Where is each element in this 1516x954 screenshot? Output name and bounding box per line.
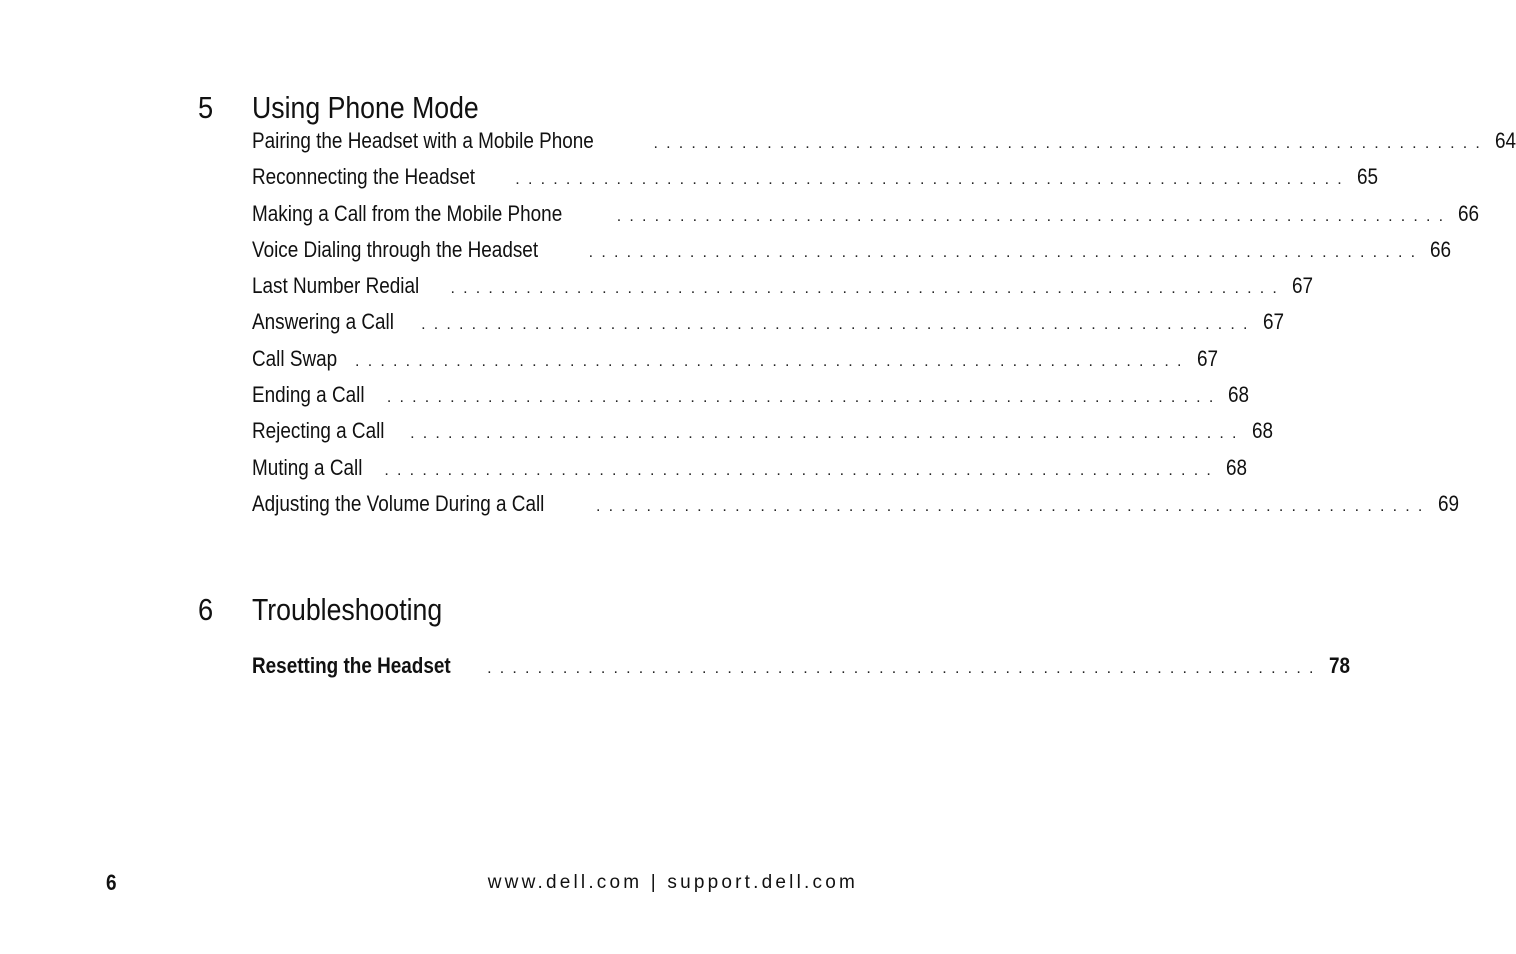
dot-leader: .................................................................. xyxy=(450,280,1286,298)
dot-leader: .................................................................. xyxy=(616,207,1452,225)
toc-entry-label: Reconnecting the Headset xyxy=(252,164,475,190)
toc-entry[interactable] xyxy=(252,236,1452,273)
toc-entries xyxy=(252,128,1516,527)
toc-entry[interactable] xyxy=(252,490,1459,527)
toc-entry-label: Adjusting the Volume During a Call xyxy=(252,490,545,516)
chapter-6 xyxy=(198,592,1350,689)
footer-url: www.dell.com | support.dell.com xyxy=(487,872,858,893)
toc-entry-label: Answering a Call xyxy=(252,309,394,335)
dot-leader: .................................................................. xyxy=(515,171,1350,189)
dot-leader: .................................................................. xyxy=(386,389,1222,407)
toc-entry-page: 67 xyxy=(1291,273,1314,299)
toc-entry-page: 67 xyxy=(1196,345,1218,371)
toc-entry-page: 78 xyxy=(1328,653,1350,678)
toc-entry-label: Call Swap xyxy=(252,345,338,371)
toc-entry-label: Last Number Redial xyxy=(252,273,420,299)
toc-entry-label: Ending a Call xyxy=(252,382,365,408)
toc-entry[interactable] xyxy=(252,309,1284,345)
dot-leader: .................................................................. xyxy=(487,660,1322,677)
toc-entry-label: Making a Call from the Mobile Phone xyxy=(252,200,563,226)
chapter-heading xyxy=(198,592,858,632)
toc-entry-page: 68 xyxy=(1251,418,1273,444)
dot-leader: .................................................................. xyxy=(421,316,1256,334)
toc-entries xyxy=(252,653,1350,689)
chapter-5 xyxy=(198,90,1516,527)
toc-entry-page: 66 xyxy=(1458,200,1480,226)
dot-leader: .................................................................. xyxy=(653,135,1489,152)
chapter-number: 5 xyxy=(198,90,214,125)
toc-entry-page: 64 xyxy=(1495,128,1516,153)
toc-entry-label: Resetting the Headset xyxy=(252,653,451,678)
toc-entry-page: 65 xyxy=(1356,164,1378,190)
toc-entry-page: 68 xyxy=(1228,382,1250,408)
chapter-title: Using Phone Mode xyxy=(252,90,479,125)
chapter-number: 6 xyxy=(198,592,214,627)
toc-entry[interactable] xyxy=(252,200,1480,237)
toc-entry[interactable] xyxy=(252,273,1314,309)
toc-entry-page: 66 xyxy=(1430,236,1452,262)
toc-entry[interactable] xyxy=(252,418,1273,454)
dot-leader: .................................................................. xyxy=(410,425,1245,443)
toc-entry[interactable] xyxy=(252,653,1350,689)
page-footer xyxy=(106,870,858,898)
toc-entry-label: Rejecting a Call xyxy=(252,418,385,444)
toc-entry[interactable] xyxy=(252,128,1516,164)
toc-entry-page: 67 xyxy=(1262,309,1284,335)
chapter-heading xyxy=(198,90,858,130)
toc-entry[interactable] xyxy=(252,454,1247,491)
toc-entry-label: Muting a Call xyxy=(252,454,363,480)
dot-leader: .................................................................. xyxy=(355,352,1190,370)
toc-entry-page: 68 xyxy=(1225,454,1247,480)
dot-leader: .................................................................. xyxy=(595,497,1431,515)
dot-leader: .................................................................. xyxy=(588,243,1424,261)
toc-entry[interactable] xyxy=(252,345,1218,382)
toc-entry[interactable] xyxy=(252,164,1378,200)
dot-leader: .................................................................. xyxy=(384,461,1219,479)
toc-entry[interactable] xyxy=(252,382,1250,418)
toc-entry-page: 69 xyxy=(1437,490,1459,516)
toc-entry-label: Voice Dialing through the Headset xyxy=(252,236,539,262)
toc-entry-label: Pairing the Headset with a Mobile Phone xyxy=(252,128,594,153)
footer-page-number: 6 xyxy=(106,870,117,895)
chapter-title: Troubleshooting xyxy=(252,592,443,627)
